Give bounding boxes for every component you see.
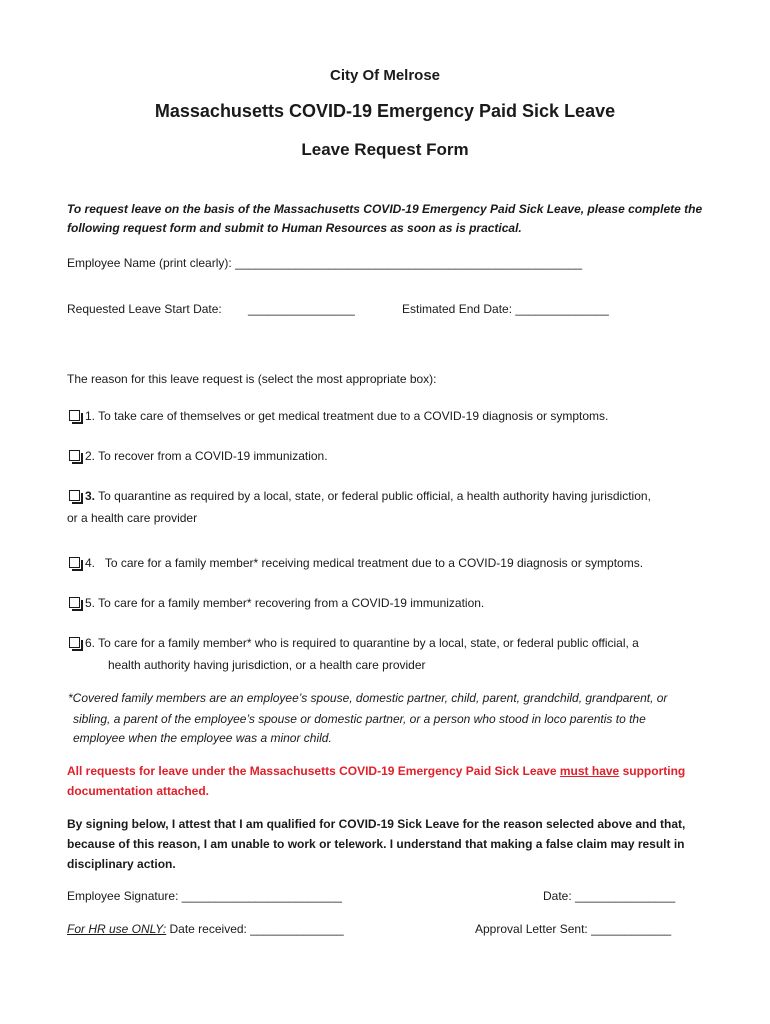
reason-option-3-continued: or a health care provider [67, 511, 198, 525]
reason-option-5[interactable]: 5. To care for a family member* recovering from a COVID-19 immunization. [69, 596, 484, 610]
hr-use-only-label: For HR use ONLY: [67, 922, 167, 936]
employee-name-field[interactable] [67, 256, 582, 270]
reason-option-3[interactable]: 3. To quarantine as required by a local, state, or federal public official, a health authority having jurisdiction, [69, 489, 651, 503]
checkbox-icon[interactable] [69, 410, 80, 421]
intro-line-1: To request leave on the basis of the Massachusetts COVID-19 Emergency Paid Sick Leave, please complete the [67, 202, 703, 216]
attestation-line-2: because of this reason, I am unable to work or telework. I understand that making a false claim may result in [67, 837, 685, 851]
checkbox-icon[interactable] [69, 450, 80, 461]
checkbox-icon[interactable] [69, 557, 80, 568]
reason-option-4[interactable]: 4. To care for a family member* receiving medical treatment due to a COVID-19 diagnosis or symptoms. [69, 556, 643, 570]
reason-option-6-continued: health authority having jurisdiction, or a health care provider [108, 658, 426, 672]
approval-letter-label: Approval Letter Sent: [475, 922, 588, 936]
reason-prompt: The reason for this leave request is (select the most appropriate box): [67, 372, 437, 386]
date-received-label: Date received: [169, 922, 247, 936]
attestation-line-3: disciplinary action. [67, 857, 176, 871]
intro-line-2: following request form and submit to Human Resources as soon as is practical. [67, 221, 522, 235]
signature-label: Employee Signature: [67, 889, 179, 903]
footnote-line-2: sibling, a parent of the employee’s spouse or domestic partner, or a person who stood in loco parentis to the [73, 712, 646, 726]
signature-date-blank: _______________ [575, 889, 676, 903]
documentation-notice: All requests for leave under the Massachusetts COVID-19 Emergency Paid Sick Leave must have supporting [67, 764, 686, 778]
employee-name-label: Employee Name (print clearly): [67, 256, 232, 270]
must-have-emphasis: must have [559, 764, 620, 778]
end-date-label: Estimated End Date: [402, 302, 513, 316]
approval-letter-blank: ____________ [591, 922, 672, 936]
form-subtitle: Leave Request Form [301, 140, 469, 159]
reason-option-2[interactable]: 2. To recover from a COVID-19 immunization. [69, 449, 328, 463]
signature-blank: ________________________ [181, 889, 342, 903]
approval-letter-field[interactable] [475, 922, 671, 936]
date-received-blank: ______________ [250, 922, 344, 936]
organization-name: City Of Melrose [329, 67, 441, 84]
footnote-line-1: *Covered family members are an employee’s spouse, domestic partner, child, parent, grandchild, grandparent, or [68, 691, 668, 705]
end-date-blank: ______________ [515, 302, 609, 316]
start-date-blank[interactable]: ________________ [248, 302, 355, 316]
form-title: Massachusetts COVID-19 Emergency Paid Sick Leave [154, 101, 616, 121]
footnote-line-3: employee when the employee was a minor child. [73, 731, 332, 745]
end-date-field[interactable] [402, 302, 609, 316]
hr-date-received-field[interactable] [67, 922, 344, 936]
start-date-label: Requested Leave Start Date: [67, 302, 222, 316]
employee-name-blank: ____________________________________________________ [235, 256, 583, 270]
checkbox-icon[interactable] [69, 597, 80, 608]
signature-date-field[interactable] [543, 889, 675, 903]
checkbox-icon[interactable] [69, 637, 80, 648]
employee-signature-field[interactable] [67, 889, 342, 903]
attestation-line-1: By signing below, I attest that I am qualified for COVID-19 Sick Leave for the reason selected above and that, [67, 817, 686, 831]
reason-option-1[interactable]: 1. To take care of themselves or get medical treatment due to a COVID-19 diagnosis or symptoms. [69, 409, 608, 423]
signature-date-label: Date: [543, 889, 572, 903]
documentation-notice-line-2: documentation attached. [67, 784, 210, 798]
reason-option-6[interactable]: 6. To care for a family member* who is required to quarantine by a local, state, or federal public official, a [69, 636, 639, 650]
checkbox-icon[interactable] [69, 490, 80, 501]
